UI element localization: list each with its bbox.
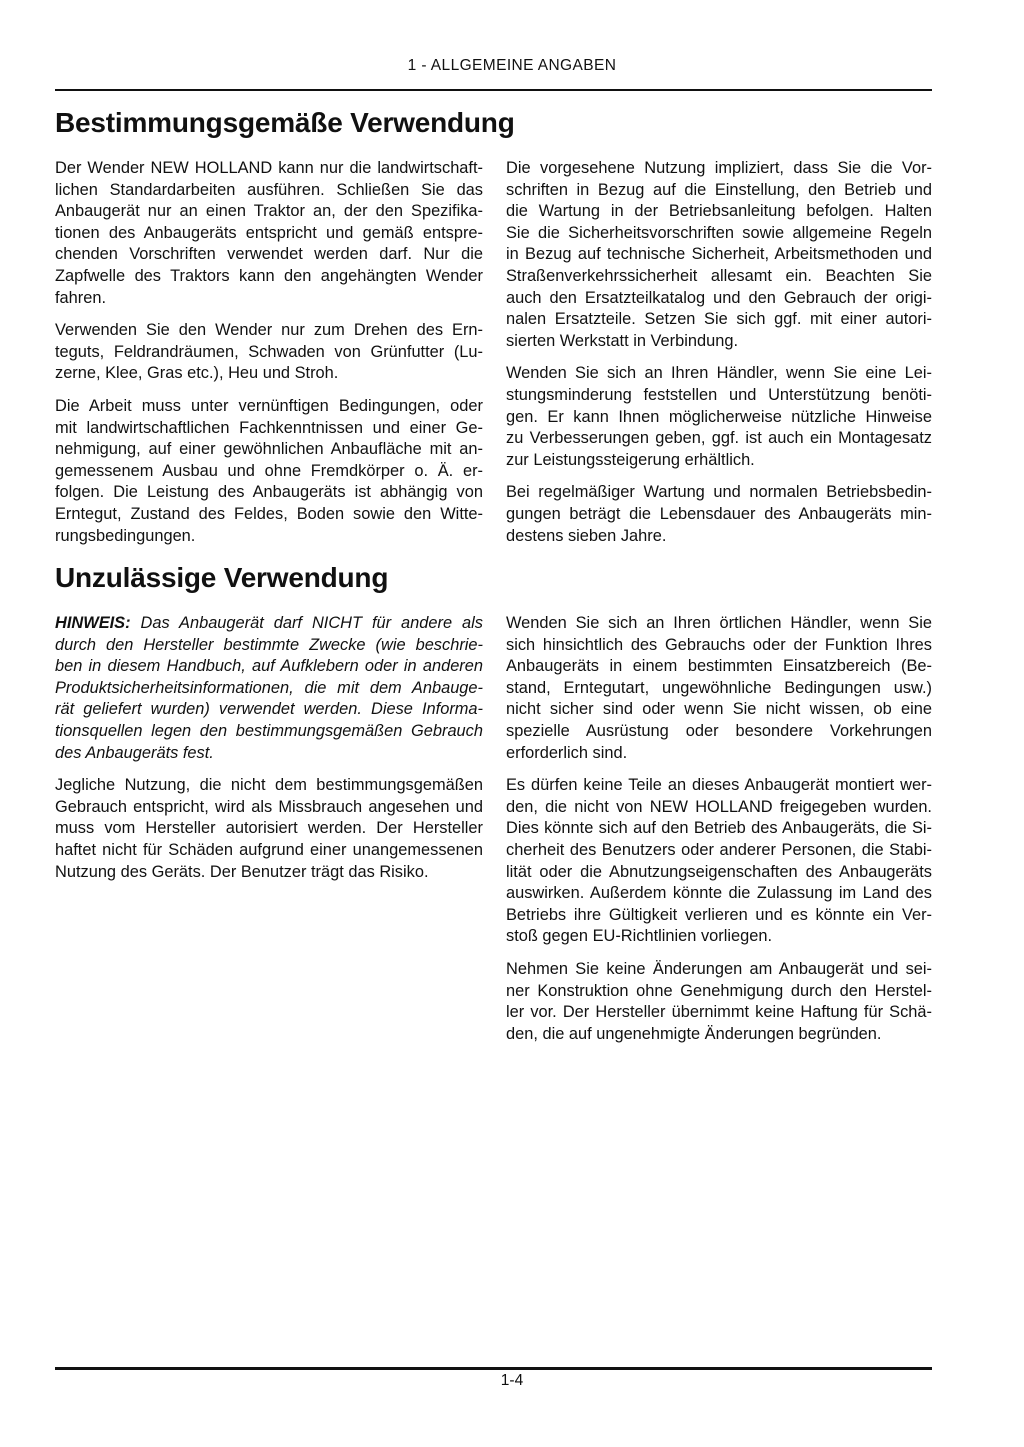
page-number: 1-4 <box>500 1372 524 1389</box>
text-line: zerne, Klee, Gras etc.), Heu und Stroh. <box>55 364 339 383</box>
paragraph <box>506 775 932 948</box>
text-column-left <box>55 158 483 547</box>
text-line: auch den Ersatzteilkatalog und den Gebrauch der origi- <box>506 288 932 307</box>
text-line: auswirken. Außerdem könnte die Zulassung im Land des <box>506 884 932 903</box>
text-line: gen. Er kann Ihnen möglicherweise nützliche Hinweise <box>506 407 932 426</box>
text-line: rungsbedingungen. <box>55 526 196 545</box>
text-line: Jegliche Nutzung, die nicht dem bestimmungsgemäßen <box>55 776 483 795</box>
text-line: Gebrauch entspricht, wird als Missbrauch angesehen und <box>55 797 483 816</box>
text-line: den, die nicht von NEW HOLLAND freigegeben wurden. <box>506 797 932 816</box>
text-line: nalen Ersatzteile. Setzen Sie sich ggf. mit einer autori- <box>506 310 932 329</box>
text-line: Produktsicherheitsinformationen, die mit dem Anbauge- <box>55 678 483 697</box>
text-line: Straßenverkehrssicherheit allesamt ein. Beachten Sie <box>506 266 932 285</box>
text-line: haftet nicht für Schäden aufgrund einer unangemessenen <box>55 841 483 860</box>
two-column-layout <box>55 158 932 547</box>
text-line: folgen. Die Leistung des Anbaugeräts ist abhängig von <box>55 483 483 502</box>
text-column-right <box>506 613 932 1045</box>
text-line: Wenden Sie sich an Ihren Händler, wenn Sie eine Lei- <box>506 364 932 383</box>
text-line: tionsquellen legen den bestimmungsgemäßen Gebrauch <box>55 722 483 741</box>
text-line: destens sieben Jahre. <box>506 526 667 545</box>
paragraph <box>55 158 483 309</box>
text-line: gungen beträgt die Lebensdauer des Anbaugeräts min- <box>506 504 932 523</box>
section-heading: Unzulässige Verwendung <box>55 562 389 594</box>
text-column-right <box>506 158 932 547</box>
text-line: erforderlich sind. <box>506 743 628 762</box>
footer-rule <box>55 1367 932 1370</box>
text-line: Wenden Sie sich an Ihren örtlichen Händler, wenn Sie <box>506 614 932 633</box>
paragraph <box>55 775 483 883</box>
text-line: Nutzung des Geräts. Der Benutzer trägt das Risiko. <box>55 862 429 881</box>
text-line: Erntegut, Zustand des Feldes, Boden sowie den Witte- <box>55 504 483 523</box>
text-line: in Bezug auf technische Sicherheit, Arbeitsmethoden und <box>506 245 932 264</box>
text-line: Es dürfen keine Teile an dieses Anbaugerät montiert wer- <box>506 776 932 795</box>
text-line: chenden Vorschriften verwendet werden darf. Nur die <box>55 245 483 264</box>
text-line: zur Leistungssteigerung erhältlich. <box>506 450 755 469</box>
text-line: Bei regelmäßiger Wartung und normalen Betriebsbedin- <box>506 483 932 502</box>
text-line: Verwenden Sie den Wender nur zum Drehen des Ern- <box>55 321 483 340</box>
text-line: lichen Standardarbeiten ausführen. Schließen Sie das <box>55 180 483 199</box>
paragraph <box>55 396 483 547</box>
text-line: Die Arbeit muss unter vernünftigen Bedingungen, oder <box>55 396 483 415</box>
text-line: Sie die Sicherheitsvorschriften sowie allgemeine Regeln <box>506 223 932 242</box>
text-column-left <box>55 613 483 1045</box>
section-heading: Bestimmungsgemäße Verwendung <box>55 107 515 138</box>
text-line: des Anbaugeräts fest. <box>55 743 214 762</box>
text-line: den, die auf ungenehmigte Änderungen begründen. <box>506 1024 882 1043</box>
text-line: fahren. <box>55 288 107 307</box>
text-line: tionen des Anbaugeräts entspricht und gemäß entspre- <box>55 223 483 242</box>
text-line: nehmigung, auf einer gewöhnlichen Anbaufläche mit an- <box>55 440 483 459</box>
paragraph <box>506 482 932 547</box>
text-line: ner Konstruktion ohne Genehmigung durch den Herstel- <box>506 981 932 1000</box>
two-column-layout <box>55 613 932 1045</box>
text-line: schriften in Bezug auf die Einstellung, den Betrieb und <box>506 180 932 199</box>
section-prohibited-use <box>55 561 932 1045</box>
text-line: nicht sicher sind oder wenn Sie nicht wissen, ob eine <box>506 700 932 719</box>
document-body <box>55 106 932 1045</box>
text-line: sich hinsichtlich des Gebrauchs oder der Funktion Ihres <box>506 635 932 654</box>
text-line: lität oder die Abnutzungseigenschaften des Anbaugeräts <box>506 862 932 881</box>
text-line: stungsminderung feststellen und Unterstützung benöti- <box>506 385 932 404</box>
text-line: stoß gegen EU-Richtlinien vorliegen. <box>506 927 773 946</box>
text-line: HINWEIS: Das Anbaugerät darf NICHT für andere als <box>55 614 483 633</box>
text-line: muss vom Hersteller autorisiert werden. Der Hersteller <box>55 819 483 838</box>
paragraph <box>55 613 483 764</box>
text-line: teguts, Feldrandräumen, Schwaden von Grünfutter (Lu- <box>55 342 483 361</box>
text-line: Betriebs ihre Gültigkeit verlieren und es könnte ein Ver- <box>506 905 932 924</box>
section-intended-use <box>55 106 932 547</box>
header-rule <box>55 89 932 91</box>
text-line: ben in diesem Handbuch, auf Aufklebern oder in anderen <box>55 657 483 676</box>
paragraph <box>506 363 932 471</box>
text-line: rät geliefert wurden) verwendet werden. Diese Informa- <box>55 700 483 719</box>
text-line: zu Verbesserungen geben, ggf. ist auch ein Montagesatz <box>506 429 932 448</box>
text-line: Nehmen Sie keine Änderungen am Anbaugerät und sei- <box>506 960 932 978</box>
paragraph <box>506 158 932 352</box>
paragraph <box>506 613 932 764</box>
text-line: cherheit des Benutzers oder anderer Personen, die Stabi- <box>506 841 932 860</box>
page-header-title: 1 - ALLGEMEINE ANGABEN <box>407 57 617 74</box>
text-line: ler vor. Der Hersteller übernimmt keine Haftung für Schä- <box>506 1003 932 1022</box>
text-line: Die vorgesehene Nutzung impliziert, dass Sie die Vor- <box>506 159 932 177</box>
text-line: mit landwirtschaftlichen Fachkenntnissen und einer Ge- <box>55 418 483 437</box>
paragraph <box>506 959 932 1045</box>
text-line: Anbaugerät nur an einen Traktor an, der den Spezifika- <box>55 202 483 221</box>
text-line: gemessenem Ausbau und ohne Fremdkörper o. Ä. er- <box>55 461 483 480</box>
note-label: HINWEIS: <box>55 614 131 633</box>
text-line: Der Wender NEW HOLLAND kann nur die landwirtschaft- <box>55 159 483 177</box>
text-line: durch den Hersteller bestimmte Zwecke (wie beschrie- <box>55 635 483 654</box>
text-line: spezielle Ausrüstung oder besondere Vorkehrungen <box>506 722 932 741</box>
text-line: Zapfwelle des Traktors kann den angehängten Wender <box>55 266 483 285</box>
text-line: die Wartung in der Betriebsanleitung befolgen. Halten <box>506 202 932 221</box>
text-line: sierten Werkstatt in Verbindung. <box>506 331 739 350</box>
paragraph <box>55 320 483 385</box>
text-line: Anbaugeräts in einem bestimmten Einsatzbereich (Be- <box>506 657 932 676</box>
text-line: Dies könnte sich auf den Betrieb des Anbaugeräts, die Si- <box>506 819 932 838</box>
text-line: stand, Erntegutart, ungewöhnliche Bedingungen usw.) <box>506 678 932 697</box>
